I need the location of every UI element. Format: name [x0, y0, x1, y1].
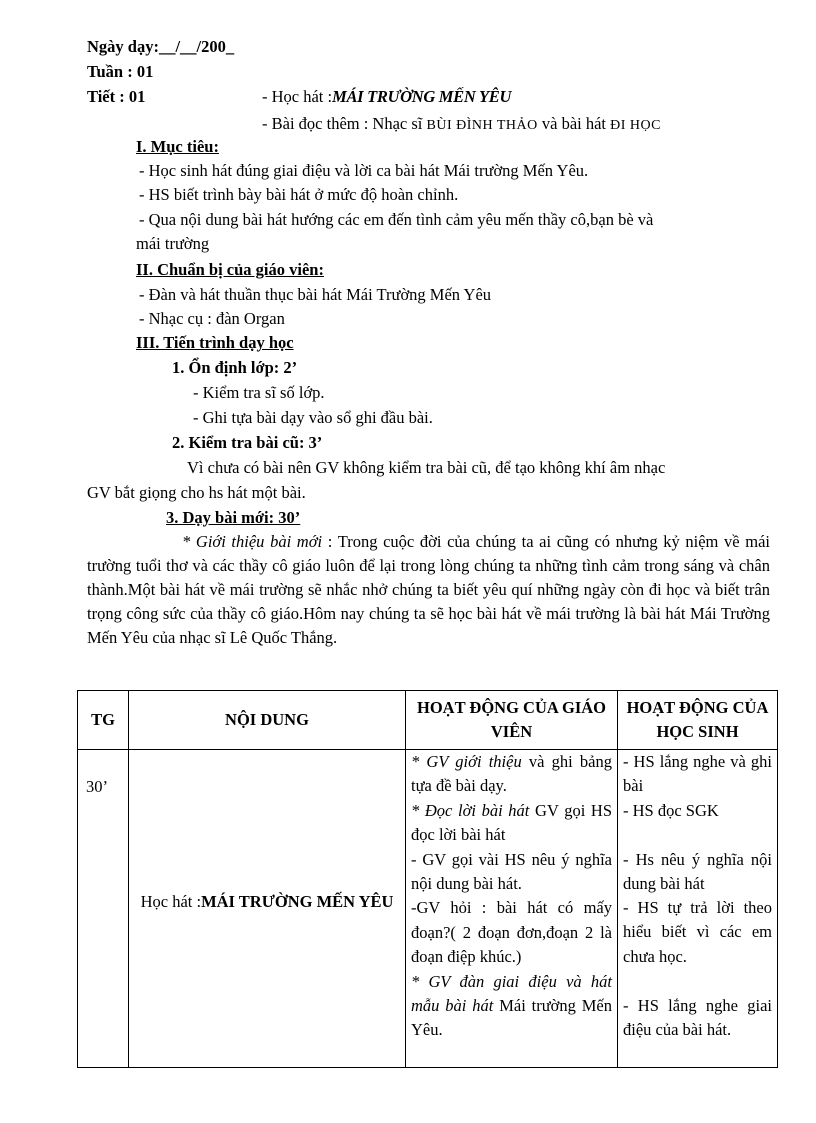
objective-line: mái trường: [136, 234, 210, 253]
step-line: GV bắt giọng cho hs hát một bài.: [87, 483, 306, 502]
table-row: [78, 750, 778, 1068]
time-cell: 30’: [78, 750, 129, 1068]
header-teacher: HOẠT ĐỘNG CỦA GIÁO VIÊN: [406, 691, 618, 750]
step-title: 3. Dạy bài mới: 30’: [166, 508, 301, 527]
header-student: HOẠT ĐỘNG CỦA HỌC SINH: [618, 691, 778, 750]
content-title: Học hát :MÁI TRƯỜNG MẾN YÊU: [140, 891, 394, 911]
step-line: - Kiểm tra sĩ số lớp.: [193, 383, 325, 402]
step-line: - Ghi tựa bài dạy vào sổ ghi đầu bài.: [193, 408, 433, 427]
week-label: Tuần : 01: [87, 62, 154, 81]
teaching-date: Ngày dạy:__/__/200_: [87, 37, 235, 56]
header-content: NỘI DUNG: [129, 691, 406, 750]
preparation-line: - Đàn và hát thuần thục bài hát Mái Trường Mến Yêu: [139, 285, 492, 304]
section-title-objectives: I. Mục tiêu:: [136, 137, 219, 156]
header-tg: TG: [78, 691, 129, 750]
objective-line: - Học sinh hát đúng giai điệu và lời ca bài hát Mái trường Mến Yêu.: [139, 161, 589, 180]
step-title: 1. Ổn định lớp: 2’: [172, 358, 298, 377]
intro-paragraph: * Giới thiệu bài mới : Trong cuộc đời của chúng ta ai cũng có nhưng kỷ niệm về mái trường tuổi thơ và các thầy cô giáo luôn để lại trong lòng chúng ta những tình cảm trong sáng và chân thành.Một bài hát về mái trường sẽ nhắc nhở chúng ta biết yêu quí những ngày còn đi học và biết trân trọng công sức của thầy cô giáo.Hôm nay chúng ta sẽ học bài hát về mái trường là bài hát Mái Trường Mến Yêu của nhạc sĩ Lê Quốc Thắng.: [87, 532, 771, 647]
content-cell: [129, 750, 406, 1068]
lesson-item-reading: - Bài đọc thêm : Nhạc sĩ BÙI ĐÌNH THẢO và bài hát ĐI HỌC: [262, 114, 661, 133]
objective-line: - Qua nội dung bài hát hướng các em đến tình cảm yêu mến thầy cô,bạn bè và: [139, 210, 654, 229]
section-title-preparation: II. Chuẩn bị của giáo viên:: [136, 260, 324, 279]
lesson-label: Tiết : 01: [87, 87, 146, 106]
lesson-table: [77, 690, 778, 1068]
student-activity-cell: - HS lắng nghe và ghi bài - HS đọc SGK - Hs nêu ý nghĩa nội dung bài hát - HS tự trả lời theo hiểu biết vì các em chưa học. - HS lắng nghe giai điệu của bài hát.: [618, 750, 778, 1068]
preparation-line: - Nhạc cụ : đàn Organ: [139, 309, 285, 328]
teacher-activity-cell: * GV giới thiệu và ghi bảng tựa đề bài dạy. * Đọc lời bài hát GV gọi HS đọc lời bài hát - GV gọi vài HS nêu ý nghĩa nội dung bài hát. -GV hỏi : bài hát có mấy đoạn?( 2 đoạn đơn,đoạn 2 là đoạn điệp khúc.) * GV đàn giai điệu và hát mẫu bài hát Mái trường Mến Yêu.: [406, 750, 618, 1068]
step-line: Vì chưa có bài nên GV không kiểm tra bài cũ, để tạo không khí âm nhạc: [187, 458, 666, 477]
section-title-procedure: III. Tiến trình dạy học: [136, 333, 294, 352]
objective-line: - HS biết trình bày bài hát ở mức độ hoàn chỉnh.: [139, 185, 459, 204]
step-title: 2. Kiểm tra bài cũ: 3’: [172, 433, 323, 452]
table-header-row: [78, 691, 778, 750]
lesson-item-song: - Học hát :MÁI TRƯỜNG MẾN YÊU: [262, 87, 512, 106]
